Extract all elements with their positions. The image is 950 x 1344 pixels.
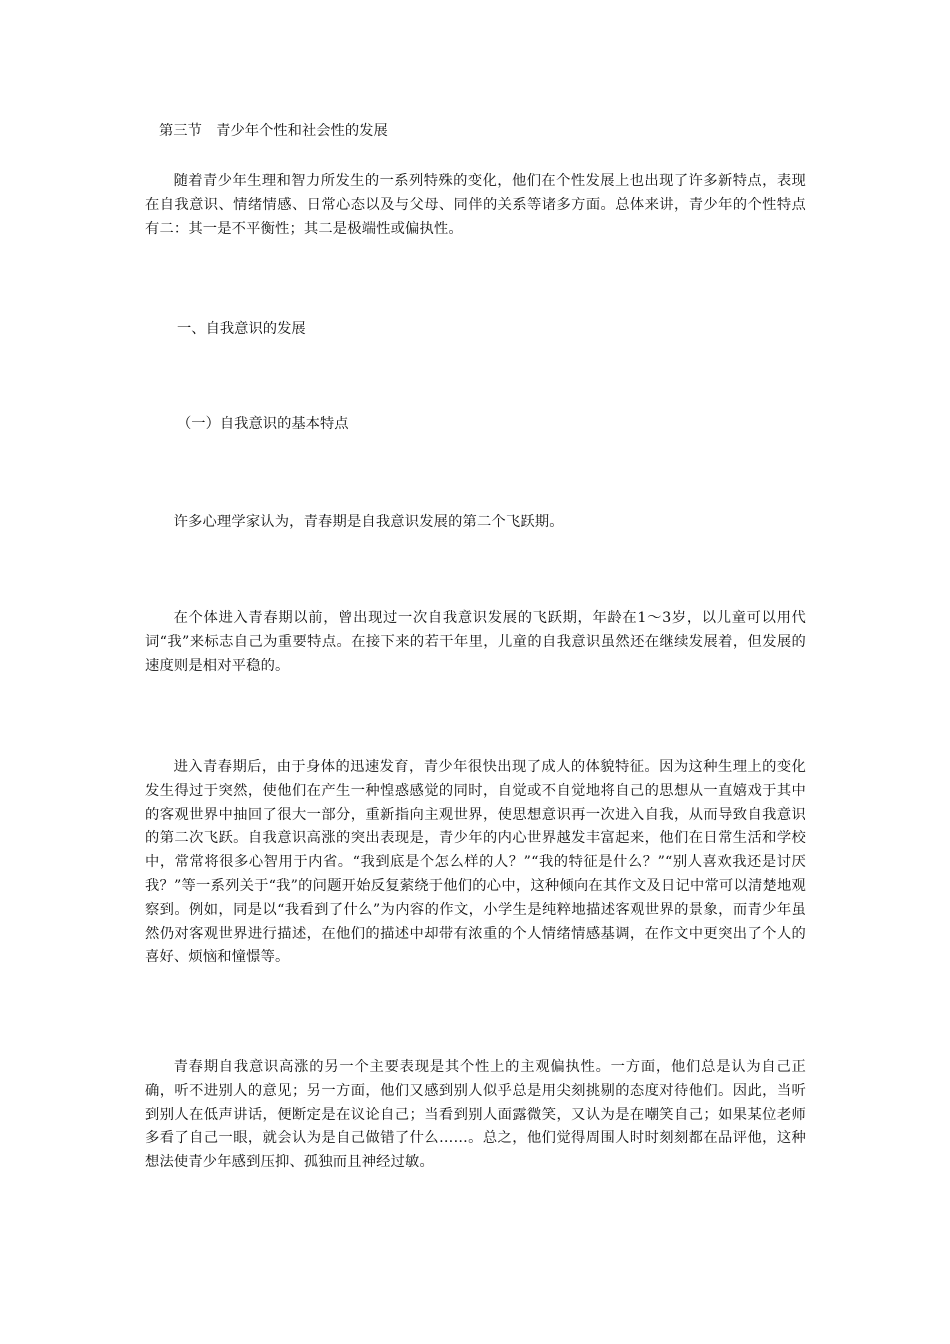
section-title: 第三节 青少年个性和社会性的发展	[159, 123, 388, 139]
heading-self-awareness-development: 一、自我意识的发展	[177, 321, 306, 337]
intro-paragraph: 随着青少年生理和智力所发生的一系列特殊的变化，他们在个性发展上也出现了许多新特点，表现在自我意识、情绪情感、日常心态以及与父母、同伴的关系等诸多方面。总体来讲，青少年的个性特点有二：其一是不平衡性；其二是极端性或偏执性。	[145, 173, 806, 237]
paragraph-first-leap: 在个体进入青春期以前，曾出现过一次自我意识发展的飞跃期，年龄在1～3岁，以儿童可以用代词“我”来标志自己为重要特点。在接下来的若干年里，儿童的自我意识虽然还在继续发展着，但发展的速度则是相对平稳的。	[145, 610, 806, 674]
subheading-basic-features: （一）自我意识的基本特点	[177, 416, 349, 432]
paragraph-subjective-bias: 青春期自我意识高涨的另一个主要表现是其个性上的主观偏执性。一方面，他们总是认为自己正确，听不进别人的意见；另一方面，他们又感到别人似乎总是用尖刻挑剔的态度对待他们。因此，当听到别人在低声讲话，便断定是在议论自己；当看到别人面露微笑，又认为是在嘲笑自己；如果某位老师多看了自己一眼，就会认为是自己做错了什么……。总之，他们觉得周围人时时刻刻都在品评他，这种想法使青少年感到压抑、孤独而且神经过敏。	[145, 1059, 806, 1171]
paragraph-second-leap: 许多心理学家认为，青春期是自我意识发展的第二个飞跃期。	[173, 514, 564, 530]
paragraph-adolescence-self-awareness: 进入青春期后，由于身体的迅速发育，青少年很快出现了成人的体貌特征。因为这种生理上的变化发生得过于突然，使他们在产生一种惶惑感觉的同时，自觉或不自觉地将自己的思想从一直嬉戏于其中的客观世界中抽回了很大一部分，重新指向主观世界，使思想意识再一次进入自我，从而导致自我意识的第二次飞跃。自我意识高涨的突出表现是，青少年的内心世界越发丰富起来，他们在日常生活和学校中，常常将很多心智用于内省。“我到底是个怎么样的人？”“我的特征是什么？”“别人喜欢我还是讨厌我？”等一系列关于“我”的问题开始反复萦绕于他们的心中，这种倾向在其作文及日记中常可以清楚地观察到。例如，同是以“我看到了什么”为内容的作文，小学生是纯粹地描述客观世界的景象，而青少年虽然仍对客观世界进行描述，在他们的描述中却带有浓重的个人情绪情感基调，在作文中更突出了个人的喜好、烦恼和憧憬等。	[145, 759, 806, 966]
